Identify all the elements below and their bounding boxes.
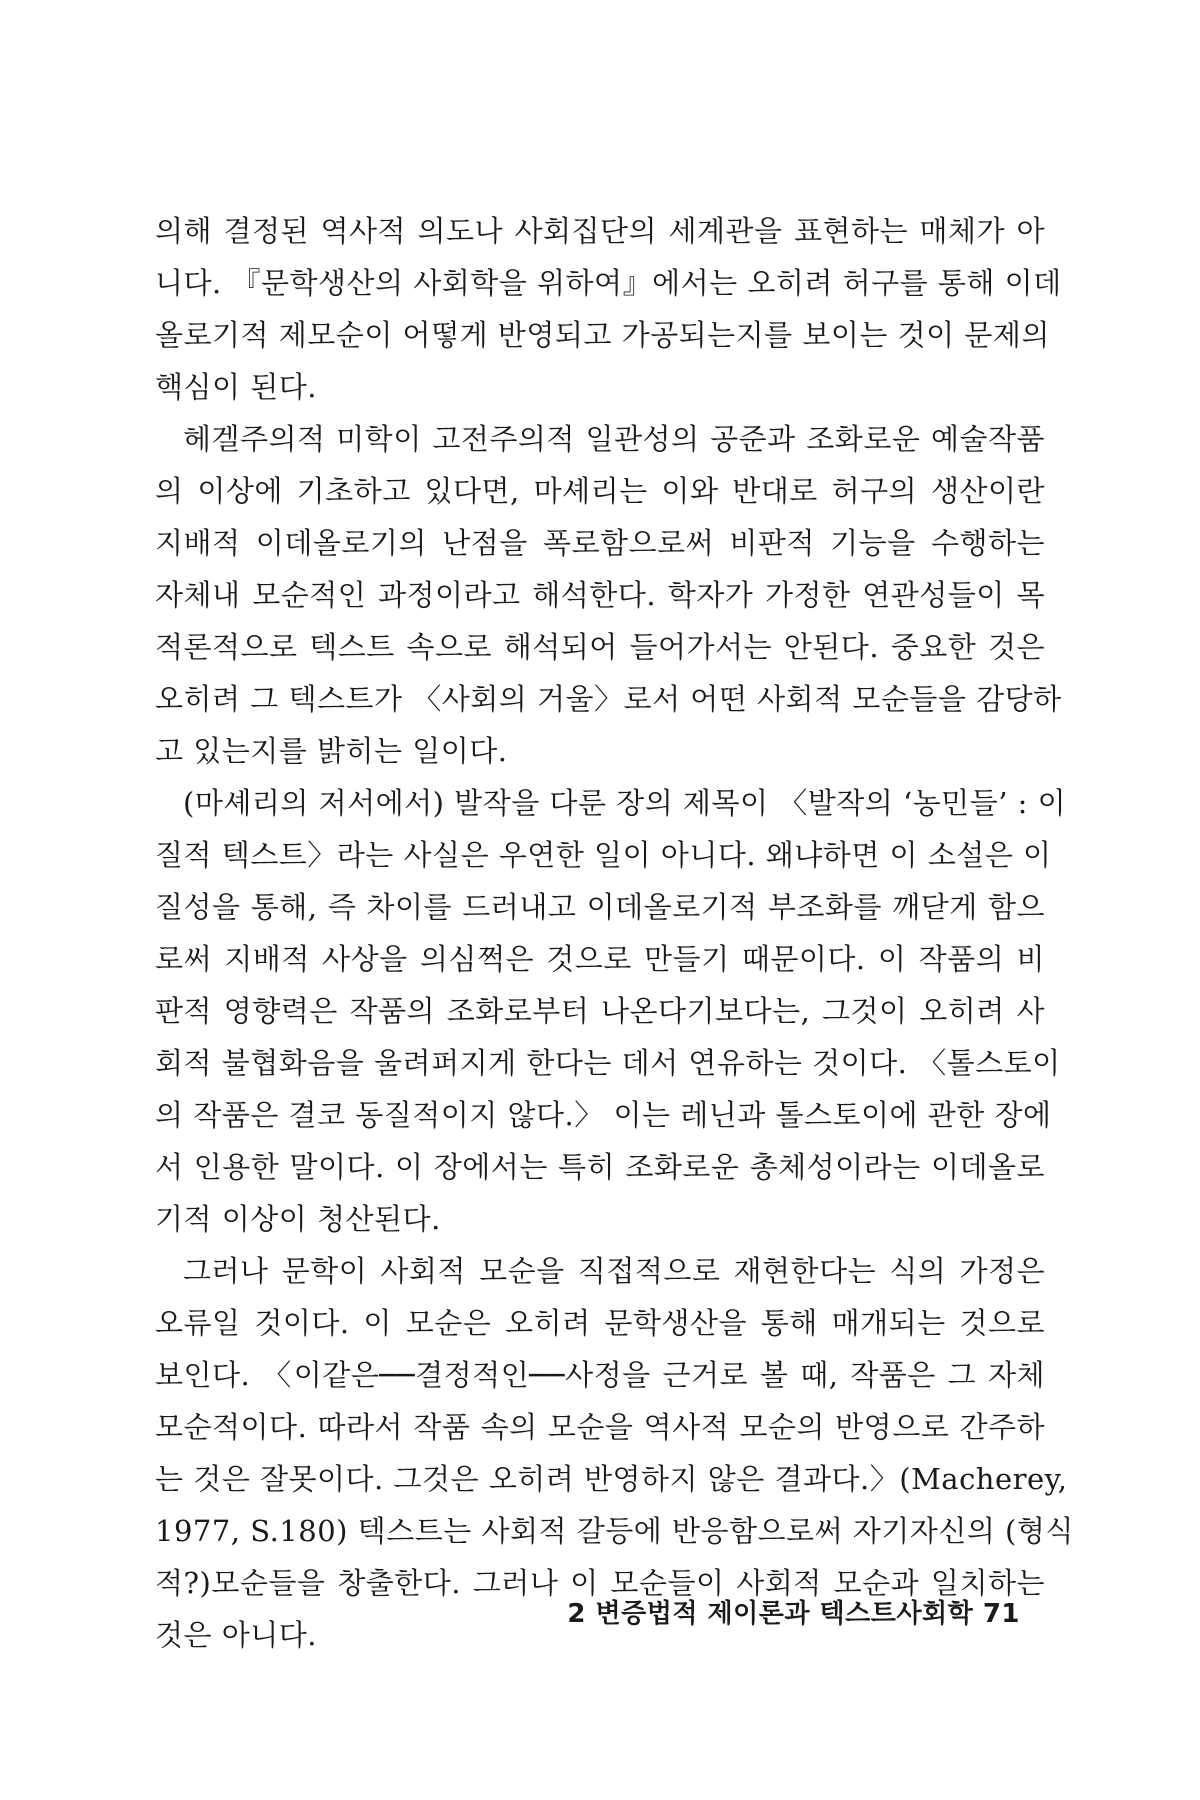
text-line: 오류일 것이다. 이 모순은 오히려 문학생산을 통해 매개되는 것으로 (155, 1306, 1045, 1340)
text-line: (마셰리의 저서에서) 발작을 다룬 장의 제목이 〈발작의 ‘농민들’ : 이 (183, 786, 1067, 820)
text-line: 서 인용한 말이다. 이 장에서는 특히 조화로운 총체성이라는 이데올로 (155, 1150, 1045, 1184)
text-line: 회적 불협화음을 울려퍼지게 한다는 데서 연유하는 것이다. 〈톨스토이 (155, 1046, 1061, 1080)
page-footer (567, 1593, 1020, 1630)
running-title: 2 변증법적 제이론과 텍스트사회학 (567, 1599, 974, 1629)
text-line: 고 있는지를 밝히는 일이다. (155, 734, 508, 768)
text-line: 지배적 이데올로기의 난점을 폭로함으로써 비판적 기능을 수행하는 (155, 526, 1045, 560)
text-line: 니다. 『문학생산의 사회학을 위하여』에서는 오히려 허구를 통해 이데 (155, 266, 1062, 300)
text-line: 그러나 문학이 사회적 모순을 직접적으로 재현한다는 식의 가정은 (183, 1254, 1045, 1288)
text-line: 핵심이 된다. (155, 370, 318, 404)
text-line: 자체내 모순적인 과정이라고 해석한다. 학자가 가정한 연관성들이 목 (155, 578, 1045, 612)
text-line: 헤겔주의적 미학이 고전주의적 일관성의 공준과 조화로운 예술작품 (183, 422, 1045, 456)
text-line: 판적 영향력은 작품의 조화로부터 나온다기보다는, 그것이 오히려 사 (155, 994, 1045, 1028)
paragraph (155, 777, 1067, 1245)
paragraph (155, 413, 1062, 777)
text-line: 보인다. 〈이같은──결정적인──사정을 근거로 볼 때, 작품은 그 자체 (155, 1358, 1045, 1392)
page-number: 71 (982, 1599, 1020, 1629)
text-line: 올로기적 제모순이 어떻게 반영되고 가공되는지를 보이는 것이 문제의 (155, 318, 1050, 352)
text-line: 의 작품은 결코 동질적이지 않다.〉 이는 레닌과 톨스토이에 관한 장에 (155, 1098, 1052, 1132)
text-line: 로써 지배적 사상을 의심쩍은 것으로 만들기 때문이다. 이 작품의 비 (155, 942, 1045, 976)
text-line: 적?)모순들을 창출한다. 그러나 이 모순들이 사회적 모순과 일치하는 (155, 1566, 1045, 1600)
text-line: 모순적이다. 따라서 작품 속의 모순을 역사적 모순의 반영으로 간주하 (155, 1410, 1045, 1444)
text-line: 1977, S.180) 텍스트는 사회적 갈등에 반응함으로써 자기자신의 (형식 (155, 1514, 1074, 1548)
text-line: 의해 결정된 역사적 의도나 사회집단의 세계관을 표현하는 매체가 아 (155, 214, 1045, 248)
paragraph (155, 205, 1062, 413)
body-text (155, 205, 1074, 1661)
text-line: 적론적으로 텍스트 속으로 해석되어 들어가서는 안된다. 중요한 것은 (155, 630, 1045, 664)
text-line: 는 것은 잘못이다. 그것은 오히려 반영하지 않은 결과다.〉(Macherey, (155, 1462, 1068, 1496)
text-line: 질성을 통해, 즉 차이를 드러내고 이데올로기적 부조화를 깨닫게 함으 (155, 890, 1045, 924)
text-line: 것은 아니다. (155, 1618, 318, 1652)
text-line: 질적 텍스트〉라는 사실은 우연한 일이 아니다. 왜냐하면 이 소설은 이 (155, 838, 1052, 872)
text-line: 기적 이상이 청산된다. (155, 1202, 441, 1236)
text-line: 오히려 그 텍스트가 〈사회의 거울〉로서 어떤 사회적 모순들을 감당하 (155, 682, 1062, 716)
text-line: 의 이상에 기초하고 있다면, 마셰리는 이와 반대로 허구의 생산이란 (155, 474, 1045, 508)
